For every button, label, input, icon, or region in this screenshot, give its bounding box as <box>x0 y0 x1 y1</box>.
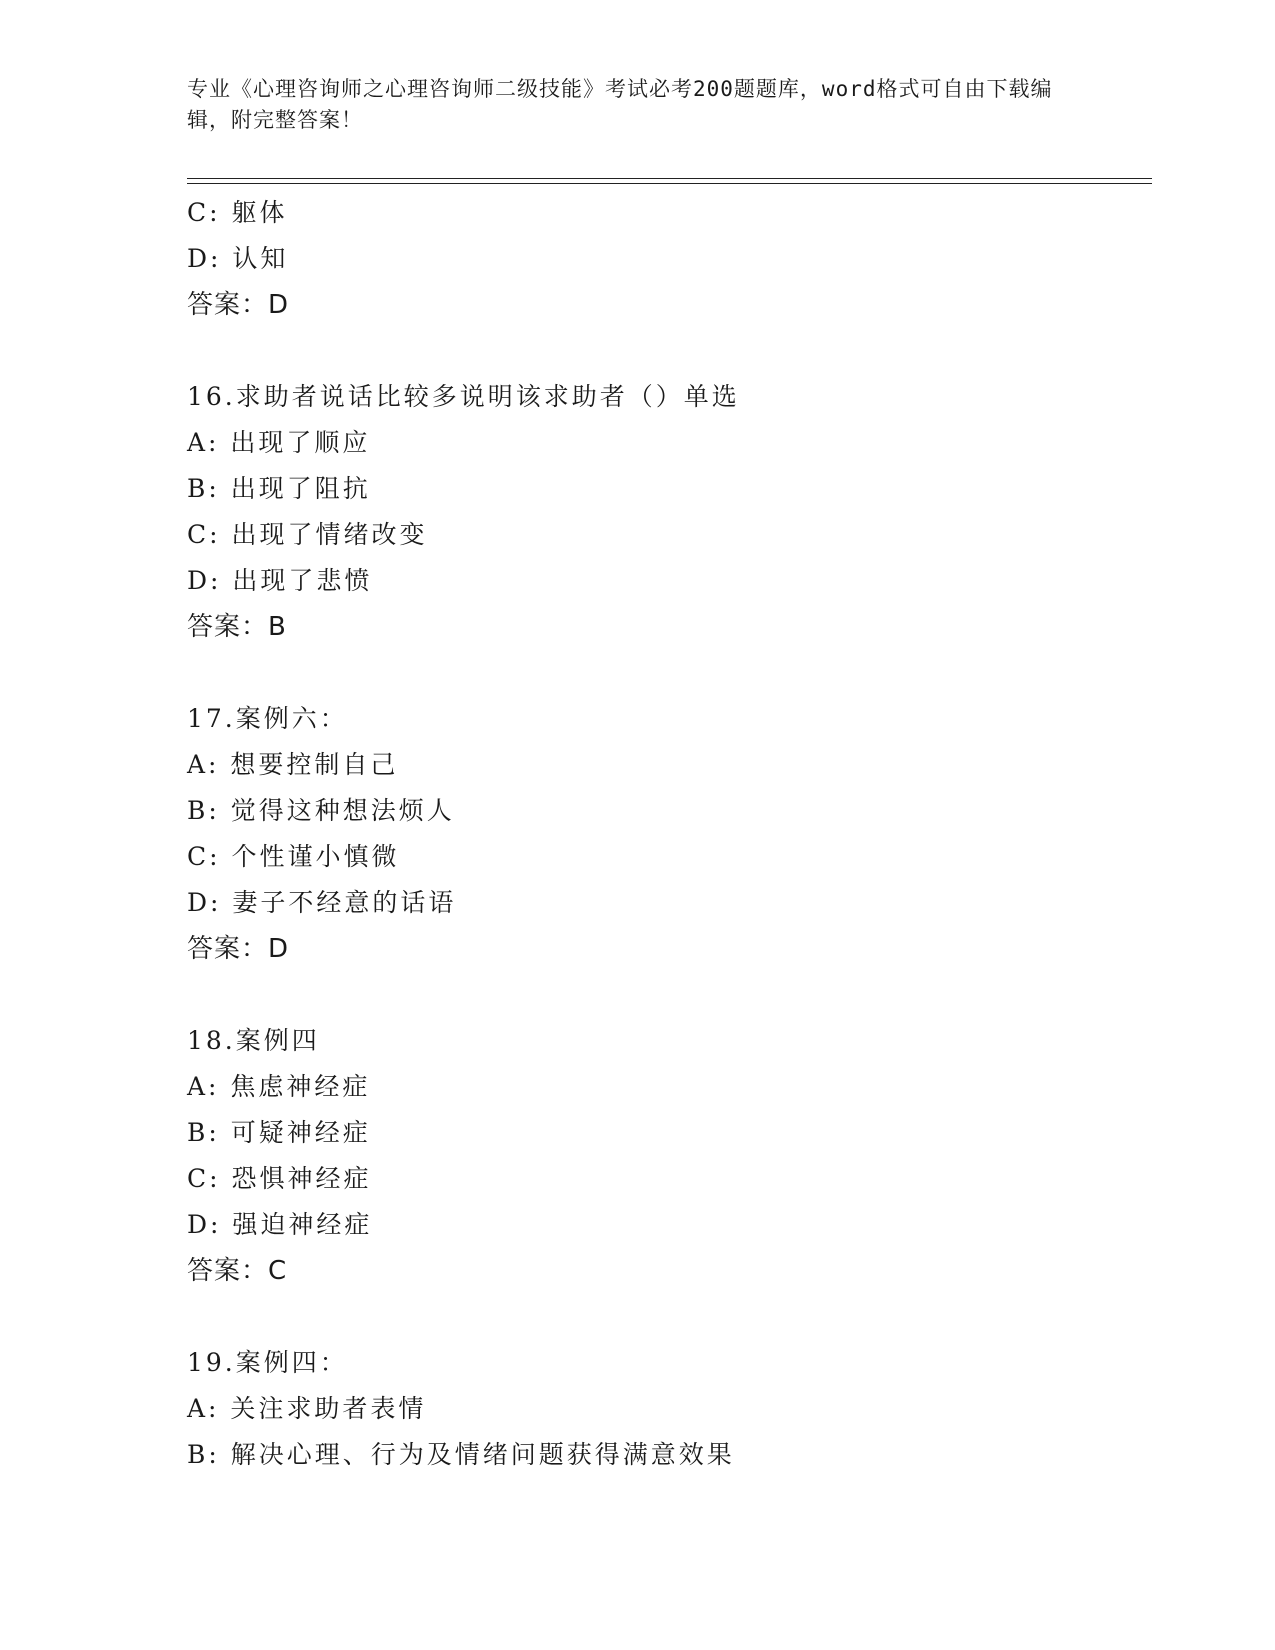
option-a: A: 出现了顺应 <box>187 428 371 457</box>
answer-line: 答案：D <box>187 934 290 964</box>
option-a: A: 焦虑神经症 <box>187 1072 371 1101</box>
option-b: B: 解决心理、行为及情绪问题获得满意效果 <box>187 1440 735 1469</box>
option-d: D: 强迫神经症 <box>187 1210 373 1239</box>
question-stem: 16.求助者说话比较多说明该求助者（）单选 <box>187 382 740 411</box>
header-text: 专业《心理咨询师之心理咨询师二级技能》考试必考200题题库，word格式可自由下载编辑，附完整答案！ <box>187 77 1053 132</box>
option-c: C: 个性谨小慎微 <box>187 842 400 871</box>
option-d: D: 妻子不经意的话语 <box>187 888 457 917</box>
answer-line: 答案：D <box>187 290 290 320</box>
option-c: C: 躯体 <box>187 198 288 227</box>
option-b: B: 可疑神经症 <box>187 1118 371 1147</box>
question-19 <box>187 1340 1147 1478</box>
document-header <box>187 74 1067 136</box>
lead-fragment <box>187 190 1147 328</box>
question-list <box>187 190 1147 1478</box>
header-divider-bottom <box>187 183 1152 184</box>
option-a: A: 关注求助者表情 <box>187 1394 427 1423</box>
question-stem: 18.案例四 <box>187 1026 320 1055</box>
answer-line: 答案：C <box>187 1256 288 1286</box>
question-18 <box>187 1018 1147 1294</box>
question-stem: 19.案例四： <box>187 1348 348 1377</box>
question-stem: 17.案例六： <box>187 704 348 733</box>
answer-line: 答案：B <box>187 612 287 642</box>
option-b: B: 觉得这种想法烦人 <box>187 796 455 825</box>
option-d: D: 认知 <box>187 244 289 273</box>
option-d: D: 出现了悲愤 <box>187 566 373 595</box>
option-b: B: 出现了阻抗 <box>187 474 371 503</box>
header-divider-top <box>187 178 1152 179</box>
question-16 <box>187 374 1147 650</box>
option-c: C: 恐惧神经症 <box>187 1164 372 1193</box>
option-a: A: 想要控制自己 <box>187 750 399 779</box>
question-17 <box>187 696 1147 972</box>
option-c: C: 出现了情绪改变 <box>187 520 428 549</box>
